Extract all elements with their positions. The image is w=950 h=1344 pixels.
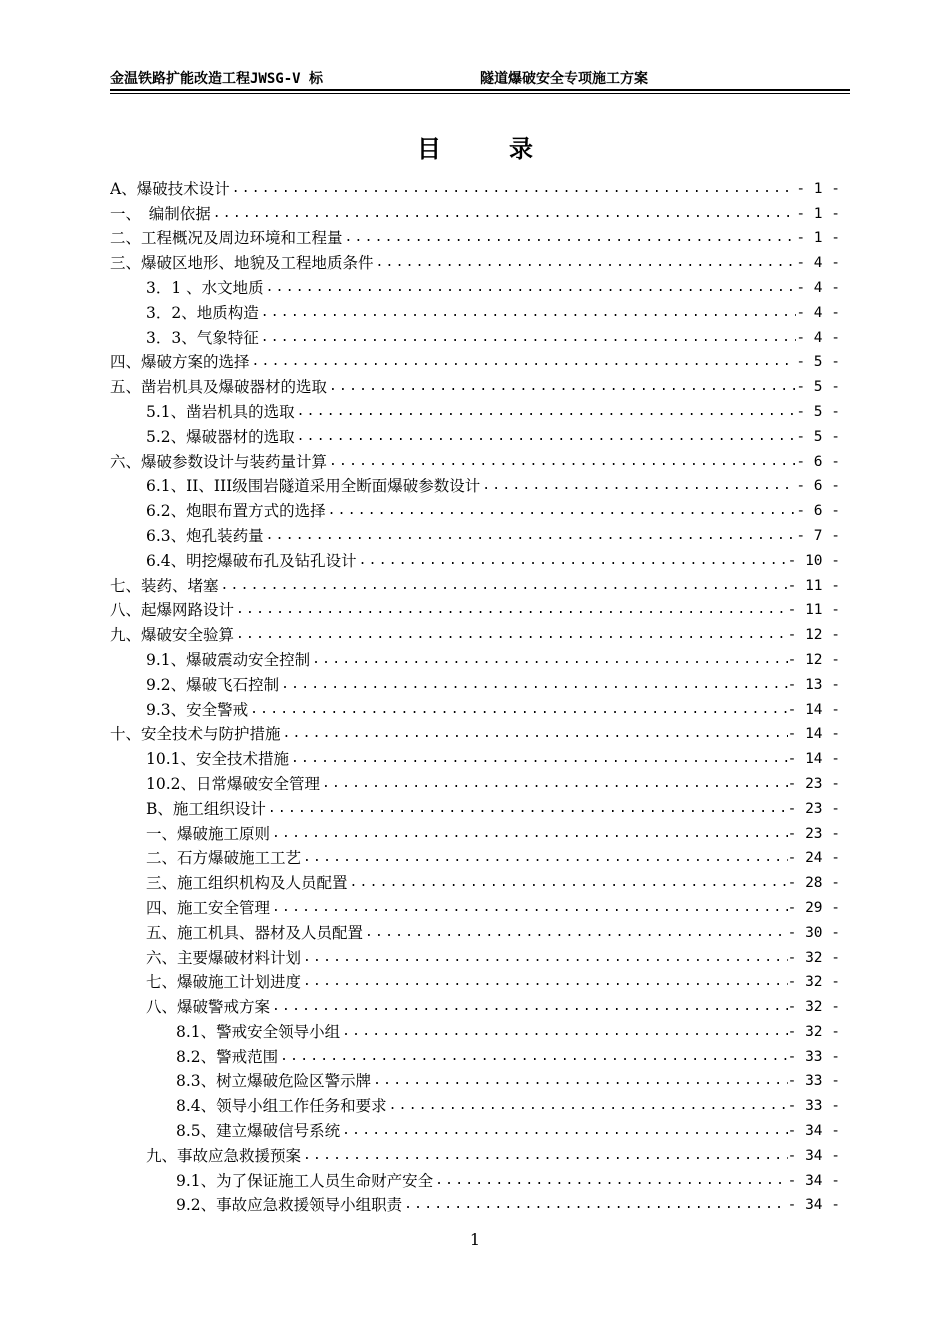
toc-dot-leader <box>250 351 797 373</box>
toc-entry-page: - 30 - <box>787 924 840 941</box>
toc-dot-leader <box>264 277 797 299</box>
toc-entry[interactable] <box>110 671 840 696</box>
toc-entry-label: 9.2、爆破飞石控制 <box>146 675 280 694</box>
toc-entry-page: - 11 - <box>787 602 840 619</box>
toc-entry[interactable] <box>110 1068 840 1093</box>
toc-entry-page: - 33 - <box>787 1098 840 1115</box>
toc-dot-leader <box>278 1046 787 1068</box>
toc-entry-label: 七、爆破施工计划进度 <box>146 973 302 992</box>
toc-title: 目 录 <box>417 134 555 163</box>
toc-dot-leader <box>357 550 788 572</box>
toc-entry-page: - 29 - <box>787 899 840 916</box>
toc-dot-leader <box>374 252 797 274</box>
toc-entry[interactable] <box>110 423 840 448</box>
toc-dot-leader <box>211 203 797 225</box>
toc-entry-page: - 12 - <box>787 651 840 668</box>
toc-dot-leader <box>295 401 797 423</box>
toc-entry-label: 一、 编制依据 <box>110 204 211 223</box>
toc-dot-leader <box>310 649 787 671</box>
toc-entry-page: - 5 - <box>796 428 840 445</box>
toc-dot-leader <box>234 599 788 621</box>
toc-entry-page: - 1 - <box>796 205 840 222</box>
toc-entry[interactable] <box>110 1142 840 1167</box>
toc-dot-leader <box>387 1095 788 1117</box>
toc-entry[interactable] <box>110 324 840 349</box>
toc-dot-leader <box>281 723 788 745</box>
toc-entry-label: 5.1、凿岩机具的选取 <box>146 402 295 421</box>
toc-entry-label: 9.3、安全警戒 <box>146 700 249 719</box>
toc-entry-label: 八、爆破警戒方案 <box>146 998 271 1017</box>
toc-entry-label: 9.1、爆破震动安全控制 <box>146 650 311 669</box>
toc-dot-leader <box>327 451 796 473</box>
toc-entry-label: 二、工程概况及周边环境和工程量 <box>110 229 343 248</box>
toc-entry[interactable] <box>110 175 840 200</box>
toc-entry-label: 九、事故应急救援预案 <box>146 1146 302 1165</box>
toc-dot-leader <box>433 1170 787 1192</box>
toc-dot-leader <box>248 699 787 721</box>
toc-entry[interactable] <box>110 225 840 250</box>
toc-entry[interactable] <box>110 1117 840 1142</box>
toc-dot-leader <box>340 1021 787 1043</box>
toc-entry-page: - 4 - <box>796 304 840 321</box>
toc-entry[interactable] <box>110 869 840 894</box>
toc-entry-page: - 7 - <box>796 527 840 544</box>
header-document-title: 隧道爆破安全专项施工方案 <box>480 71 648 87</box>
toc-dot-leader <box>301 847 788 869</box>
toc-entry-page: - 23 - <box>787 800 840 817</box>
toc-dot-leader <box>219 575 788 597</box>
toc-dot-leader <box>289 748 788 770</box>
toc-entry[interactable] <box>110 696 840 721</box>
toc-entry-label: B、施工组织设计 <box>146 799 266 818</box>
toc-entry-page: - 4 - <box>796 255 840 272</box>
toc-entry[interactable] <box>110 944 840 969</box>
toc-entry-page: - 34 - <box>787 1147 840 1164</box>
toc-dot-leader <box>270 897 788 919</box>
toc-entry-page: - 5 - <box>796 403 840 420</box>
toc-entry-page: - 1 - <box>796 230 840 247</box>
toc-entry-label: 七、装药、堵塞 <box>110 576 219 595</box>
toc-entry[interactable] <box>110 398 840 423</box>
toc-dot-leader <box>402 1194 787 1216</box>
toc-entry-label: 5.2、爆破器材的选取 <box>146 427 295 446</box>
toc-entry[interactable] <box>110 1043 840 1068</box>
toc-entry-page: - 23 - <box>787 825 840 842</box>
toc-dot-leader <box>264 525 797 547</box>
toc-dot-leader <box>480 475 796 497</box>
toc-entry[interactable] <box>110 547 840 572</box>
toc-entry-page: - 1 - <box>796 180 840 197</box>
toc-entry-label: 三、爆破区地形、地貌及工程地质条件 <box>110 254 374 273</box>
toc-entry[interactable] <box>110 373 840 398</box>
toc-entry-label: 8.3、树立爆破危险区警示牌 <box>176 1072 372 1091</box>
toc-entry-page: - 33 - <box>787 1073 840 1090</box>
toc-entry-label: 五、凿岩机具及爆破器材的选取 <box>110 378 328 397</box>
toc-entry-page: - 6 - <box>796 453 840 470</box>
page-header <box>110 70 850 90</box>
toc-entry[interactable] <box>110 522 840 547</box>
toc-entry[interactable] <box>110 1018 840 1043</box>
toc-entry-page: - 5 - <box>796 354 840 371</box>
toc-dot-leader <box>327 376 796 398</box>
toc-entry-label: 6.3、炮孔装药量 <box>146 526 264 545</box>
toc-entry-page: - 14 - <box>787 751 840 768</box>
toc-entry-label: 十、安全技术与防护措施 <box>110 725 281 744</box>
toc-entry-label: 四、爆破方案的选择 <box>110 353 250 372</box>
toc-entry[interactable] <box>110 621 840 646</box>
toc-entry[interactable] <box>110 646 840 671</box>
toc-entry-page: - 32 - <box>787 1023 840 1040</box>
toc-dot-leader <box>234 624 788 646</box>
toc-entry[interactable] <box>110 1167 840 1192</box>
toc-dot-leader <box>340 1120 787 1142</box>
toc-entry-label: 六、爆破参数设计与装药量计算 <box>110 452 328 471</box>
toc-entry-label: 三、施工组织机构及人员配置 <box>146 874 348 893</box>
toc-entry-page: - 6 - <box>796 478 840 495</box>
page-number: 1 <box>469 1230 481 1249</box>
toc-entry[interactable] <box>110 969 840 994</box>
toc-entry-label: 六、主要爆破材料计划 <box>146 948 302 967</box>
toc-entry-label: 9.2、事故应急救援领导小组职责 <box>176 1196 403 1215</box>
toc-entry-label: 10.2、日常爆破安全管理 <box>146 774 321 793</box>
toc-entry[interactable] <box>110 993 840 1018</box>
toc-entry-label: 3．1 、水文地质 <box>146 278 264 297</box>
toc-dot-leader <box>363 922 788 944</box>
toc-entry-page: - 34 - <box>787 1123 840 1140</box>
toc-dot-leader <box>348 872 788 894</box>
toc-entry-page: - 6 - <box>796 503 840 520</box>
toc-entry-label: 10.1、安全技术措施 <box>146 750 290 769</box>
toc-entry-page: - 5 - <box>796 379 840 396</box>
toc-entry[interactable] <box>110 249 840 274</box>
header-rule-thin <box>110 93 850 94</box>
toc-entry-label: 8.4、领导小组工作任务和要求 <box>176 1097 387 1116</box>
toc-entry-label: 6.2、炮眼布置方式的选择 <box>146 502 326 521</box>
toc-entry-label: 八、起爆网路设计 <box>110 601 235 620</box>
toc-entry[interactable] <box>110 448 840 473</box>
toc-dot-leader <box>301 1145 788 1167</box>
toc-entry-page: - 32 - <box>787 974 840 991</box>
toc-entry-label: 四、施工安全管理 <box>146 898 271 917</box>
toc-dot-leader <box>259 302 797 324</box>
toc-entry-page: - 12 - <box>787 627 840 644</box>
toc-dot-leader <box>230 178 797 200</box>
toc-entry[interactable] <box>110 894 840 919</box>
toc-entry[interactable] <box>110 721 840 746</box>
toc-entry[interactable] <box>110 845 840 870</box>
toc-entry[interactable] <box>110 745 840 770</box>
toc-dot-leader <box>259 327 797 349</box>
toc-entry-label: 6.4、明挖爆破布孔及钻孔设计 <box>146 551 357 570</box>
toc-entry-page: - 28 - <box>787 875 840 892</box>
table-of-contents <box>110 175 840 1216</box>
toc-entry-page: - 11 - <box>787 577 840 594</box>
toc-entry-page: - 10 - <box>787 552 840 569</box>
toc-entry[interactable] <box>110 795 840 820</box>
toc-entry-label: 9.1、为了保证施工人员生命财产安全 <box>176 1171 434 1190</box>
toc-entry-label: 一、爆破施工原则 <box>146 824 271 843</box>
toc-entry-page: - 33 - <box>787 1048 840 1065</box>
toc-entry[interactable] <box>110 820 840 845</box>
toc-entry-label: 8.5、建立爆破信号系统 <box>176 1122 341 1141</box>
toc-entry-label: 二、石方爆破施工工艺 <box>146 849 302 868</box>
toc-dot-leader <box>326 500 797 522</box>
toc-entry[interactable] <box>110 597 840 622</box>
toc-dot-leader <box>301 971 788 993</box>
toc-entry[interactable] <box>110 299 840 324</box>
toc-entry-page: - 32 - <box>787 949 840 966</box>
toc-dot-leader <box>279 674 787 696</box>
toc-dot-leader <box>270 996 788 1018</box>
toc-dot-leader <box>371 1070 787 1092</box>
toc-dot-leader <box>266 798 788 820</box>
header-project-name: 金温铁路扩能改造工程JWSG-V 标 <box>110 71 324 87</box>
toc-entry[interactable] <box>110 274 840 299</box>
toc-entry[interactable] <box>110 1192 840 1217</box>
toc-entry-label: 8.2、警戒范围 <box>176 1047 279 1066</box>
toc-entry[interactable] <box>110 497 840 522</box>
toc-entry-page: - 14 - <box>787 726 840 743</box>
toc-dot-leader <box>301 947 788 969</box>
toc-dot-leader <box>320 773 788 795</box>
toc-entry-page: - 14 - <box>787 701 840 718</box>
toc-entry[interactable] <box>110 919 840 944</box>
toc-entry-page: - 4 - <box>796 279 840 296</box>
toc-entry-page: - 34 - <box>787 1197 840 1214</box>
toc-entry-label: 3．3、气象特征 <box>146 328 259 347</box>
toc-entry[interactable] <box>110 572 840 597</box>
toc-entry-page: - 32 - <box>787 999 840 1016</box>
toc-entry[interactable] <box>110 770 840 795</box>
toc-entry-label: 五、施工机具、器材及人员配置 <box>146 923 364 942</box>
toc-entry-page: - 4 - <box>796 329 840 346</box>
toc-entry-label: 九、爆破安全验算 <box>110 626 235 645</box>
toc-entry-label: 8.1、警戒安全领导小组 <box>176 1022 341 1041</box>
toc-dot-leader <box>295 426 797 448</box>
toc-entry[interactable] <box>110 349 840 374</box>
toc-entry[interactable] <box>110 473 840 498</box>
toc-entry-label: A、爆破技术设计 <box>110 179 230 198</box>
toc-entry-label: 6.1、II、III级围岩隧道采用全断面爆破参数设计 <box>146 477 481 496</box>
toc-entry[interactable] <box>110 200 840 225</box>
toc-entry-page: - 24 - <box>787 850 840 867</box>
toc-dot-leader <box>270 823 788 845</box>
toc-entry-page: - 23 - <box>787 775 840 792</box>
toc-dot-leader <box>343 227 797 249</box>
toc-entry-page: - 13 - <box>787 676 840 693</box>
toc-entry-label: 3．2、地质构造 <box>146 303 259 322</box>
toc-entry[interactable] <box>110 1092 840 1117</box>
header-rule <box>110 89 850 91</box>
toc-entry-page: - 34 - <box>787 1172 840 1189</box>
